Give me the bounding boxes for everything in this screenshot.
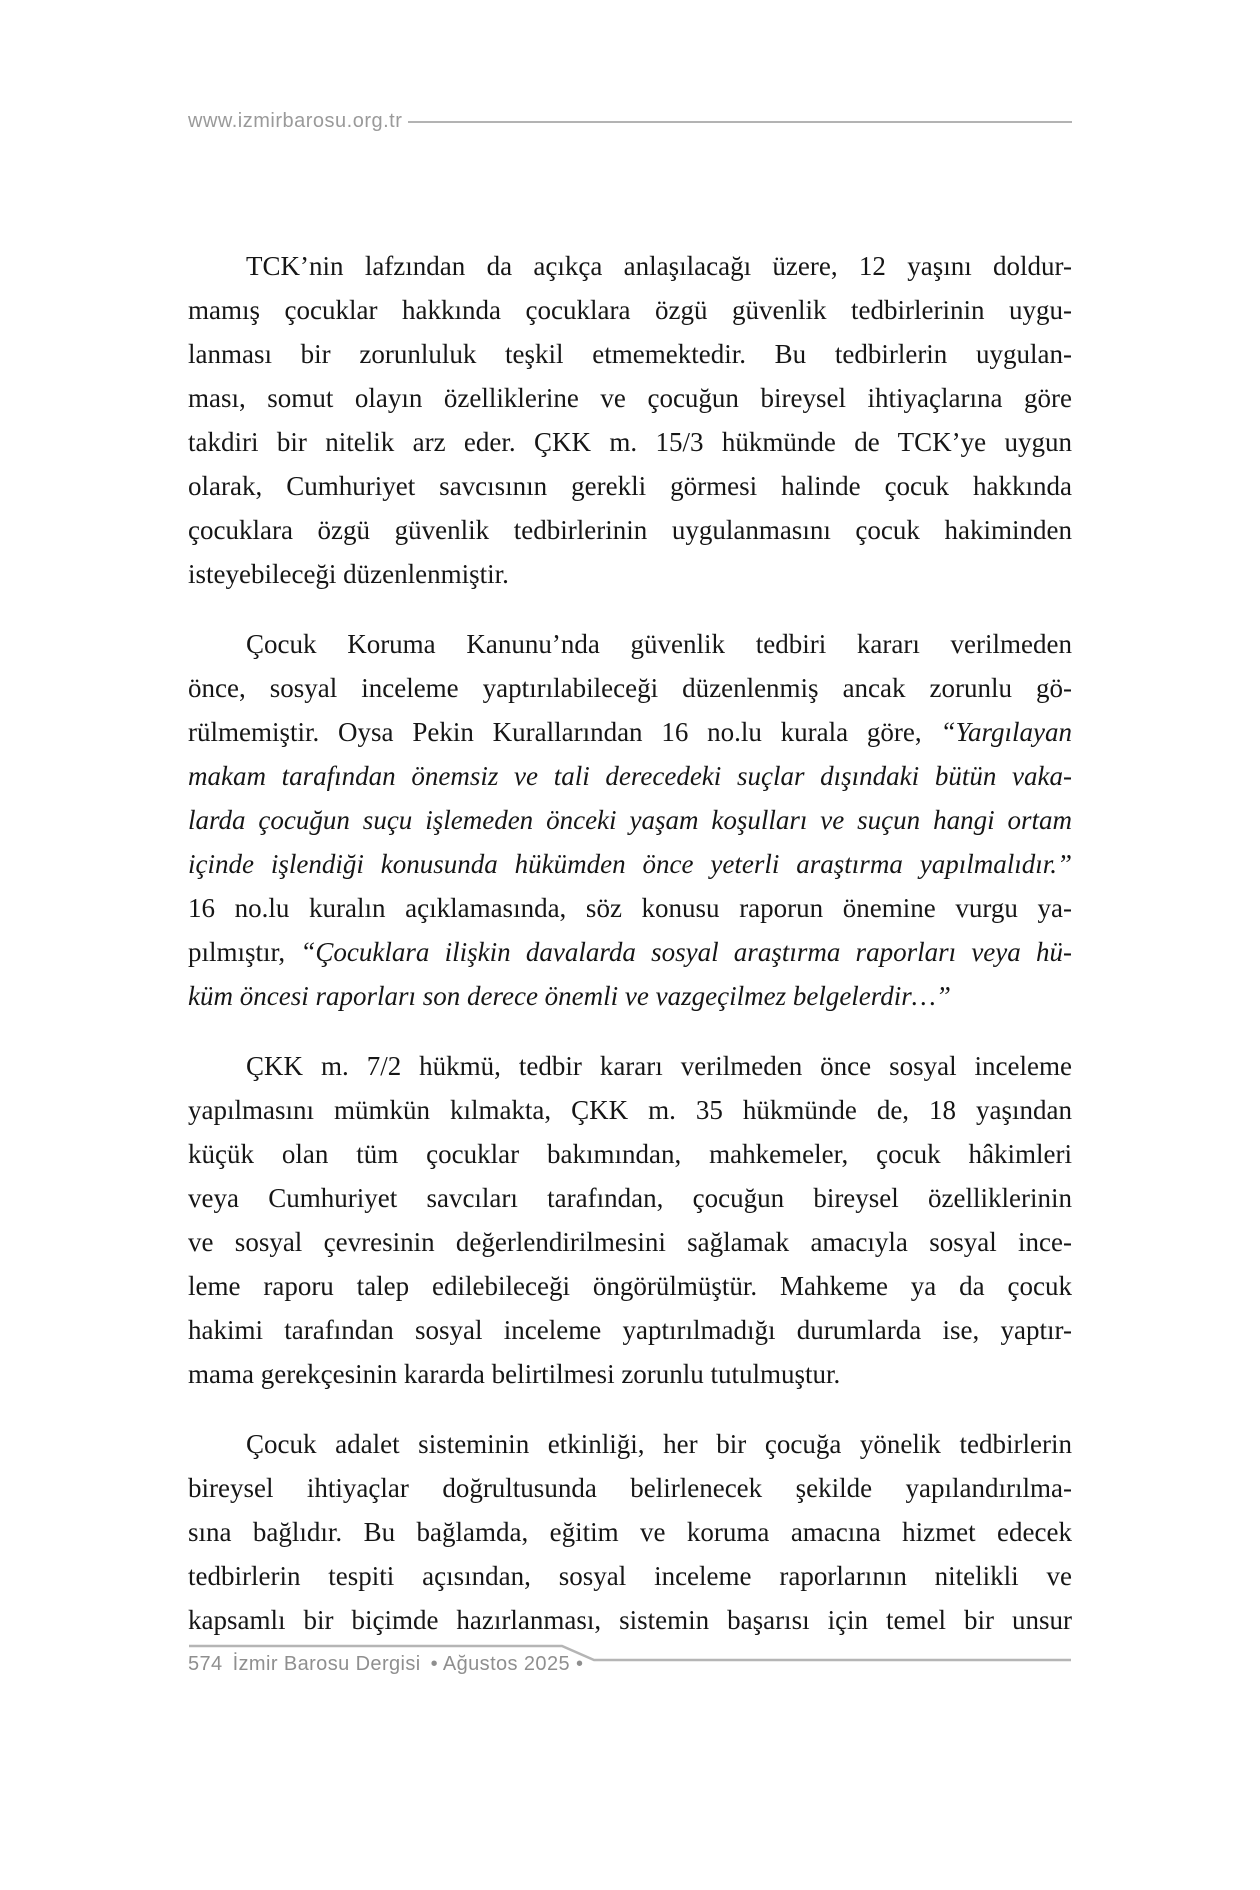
text-segment: önce, sosyal inceleme yaptırılabileceği düzenlenmiş ancak zorunlu gö- bbox=[188, 673, 1072, 703]
paragraph bbox=[188, 1044, 1072, 1396]
text-segment: leme raporu talep edilebileceği öngörülmüştür. Mahkeme ya da çocuk bbox=[188, 1271, 1072, 1301]
text-segment: yapılmasını mümkün kılmakta, ÇKK m. 35 hükmünde de, 18 yaşından bbox=[188, 1095, 1072, 1125]
text-segment: kapsamlı bir biçimde hazırlanması, sistemin başarısı için temel bir unsur bbox=[188, 1605, 1072, 1635]
text-line bbox=[188, 464, 1072, 508]
text-line bbox=[188, 1598, 1072, 1642]
text-line bbox=[188, 1176, 1072, 1220]
paragraph bbox=[188, 244, 1072, 596]
text-line bbox=[188, 886, 1072, 930]
text-line bbox=[188, 332, 1072, 376]
issue-date: • Ağustos 2025 • bbox=[430, 1653, 584, 1675]
text-segment: çocuklara özgü güvenlik tedbirlerinin uygulanmasını çocuk hakiminden bbox=[188, 515, 1072, 545]
italic-text-segment: “Çocuklara ilişkin davalarda sosyal araştırma raporları veya hü- bbox=[300, 937, 1072, 967]
text-line bbox=[188, 1044, 1072, 1088]
text-line bbox=[188, 666, 1072, 710]
page-footer bbox=[188, 1642, 1072, 1702]
header-rule bbox=[408, 121, 1072, 123]
text-segment: isteyebileceği düzenlenmiştir. bbox=[188, 559, 509, 589]
text-line bbox=[188, 622, 1072, 666]
text-line bbox=[188, 710, 1072, 754]
text-segment: olarak, Cumhuriyet savcısının gerekli görmesi halinde çocuk hakkında bbox=[188, 471, 1072, 501]
text-line bbox=[188, 1510, 1072, 1554]
text-line bbox=[188, 552, 1072, 596]
text-segment: Çocuk Koruma Kanunu’nda güvenlik tedbiri kararı verilmeden bbox=[246, 629, 1072, 659]
text-line bbox=[188, 288, 1072, 332]
text-segment: tedbirlerin tespiti açısından, sosyal inceleme raporlarının nitelikli ve bbox=[188, 1561, 1072, 1591]
text-line bbox=[188, 974, 1072, 1018]
text-segment: veya Cumhuriyet savcıları tarafından, çocuğun bireysel özelliklerinin bbox=[188, 1183, 1072, 1213]
text-line bbox=[188, 1554, 1072, 1598]
text-segment: 16 no.lu kuralın açıklamasında, söz konusu raporun önemine vurgu ya- bbox=[188, 893, 1072, 923]
text-line bbox=[188, 1466, 1072, 1510]
text-line bbox=[188, 1352, 1072, 1396]
text-line bbox=[188, 1422, 1072, 1466]
text-segment: ması, somut olayın özelliklerine ve çocuğun bireysel ihtiyaçlarına göre bbox=[188, 383, 1072, 413]
paragraph bbox=[188, 1422, 1072, 1642]
journal-title: İzmir Barosu Dergisi bbox=[232, 1653, 421, 1675]
text-segment: takdiri bir nitelik arz eder. ÇKK m. 15/3 hükmünde de TCK’ye uygun bbox=[188, 427, 1072, 457]
text-line bbox=[188, 754, 1072, 798]
text-line bbox=[188, 1220, 1072, 1264]
text-segment: sına bağlıdır. Bu bağlamda, eğitim ve koruma amacına hizmet edecek bbox=[188, 1517, 1072, 1547]
text-line bbox=[188, 508, 1072, 552]
text-segment: mama gerekçesinin kararda belirtilmesi zorunlu tutulmuştur. bbox=[188, 1359, 841, 1389]
text-segment: ÇKK m. 7/2 hükmü, tedbir kararı verilmeden önce sosyal inceleme bbox=[246, 1051, 1072, 1081]
header-url: www.izmirbarosu.org.tr bbox=[188, 110, 403, 132]
italic-text-segment: “Yargılayan bbox=[940, 717, 1072, 747]
text-line bbox=[188, 376, 1072, 420]
page-number: 574 bbox=[188, 1653, 223, 1675]
text-line bbox=[188, 1088, 1072, 1132]
text-segment: küçük olan tüm çocuklar bakımından, mahkemeler, çocuk hâkimleri bbox=[188, 1139, 1072, 1169]
text-segment: lanması bir zorunluluk teşkil etmemektedir. Bu tedbirlerin uygulan- bbox=[188, 339, 1072, 369]
text-segment: pılmıştır, bbox=[188, 937, 301, 967]
text-line bbox=[188, 244, 1072, 288]
italic-text-segment: makam tarafından önemsiz ve tali derecedeki suçlar dışındaki bütün vaka- bbox=[188, 761, 1072, 791]
italic-text-segment: küm öncesi raporları son derece önemli ve vazgeçilmez belgelerdir…” bbox=[188, 981, 951, 1011]
text-segment: mamış çocuklar hakkında çocuklara özgü güvenlik tedbirlerinin uygu- bbox=[188, 295, 1072, 325]
document-body bbox=[188, 244, 1072, 1668]
text-line bbox=[188, 1264, 1072, 1308]
text-segment: bireysel ihtiyaçlar doğrultusunda belirlenecek şekilde yapılandırılma- bbox=[188, 1473, 1072, 1503]
text-line bbox=[188, 1308, 1072, 1352]
text-segment: TCK’nin lafzından da açıkça anlaşılacağı üzere, 12 yaşını doldur- bbox=[246, 251, 1072, 281]
page-header bbox=[188, 110, 1072, 133]
text-line bbox=[188, 1132, 1072, 1176]
italic-text-segment: larda çocuğun suçu işlemeden önceki yaşam koşulları ve suçun hangi ortam bbox=[188, 805, 1072, 835]
text-segment: ve sosyal çevresinin değerlendirilmesini sağlamak amacıyla sosyal ince- bbox=[188, 1227, 1072, 1257]
text-line bbox=[188, 420, 1072, 464]
footer-imprint bbox=[188, 1653, 583, 1676]
text-segment: Çocuk adalet sisteminin etkinliği, her bir çocuğa yönelik tedbirlerin bbox=[246, 1429, 1072, 1459]
text-segment: hakimi tarafından sosyal inceleme yaptırılmadığı durumlarda ise, yaptır- bbox=[188, 1315, 1072, 1345]
text-line bbox=[188, 842, 1072, 886]
text-line bbox=[188, 798, 1072, 842]
paragraph bbox=[188, 622, 1072, 1018]
italic-text-segment: içinde işlendiği konusunda hükümden önce yeterli araştırma yapılmalıdır.” bbox=[188, 849, 1072, 879]
text-line bbox=[188, 930, 1072, 974]
text-segment: rülmemiştir. Oysa Pekin Kurallarından 16 no.lu kurala göre, bbox=[188, 717, 941, 747]
